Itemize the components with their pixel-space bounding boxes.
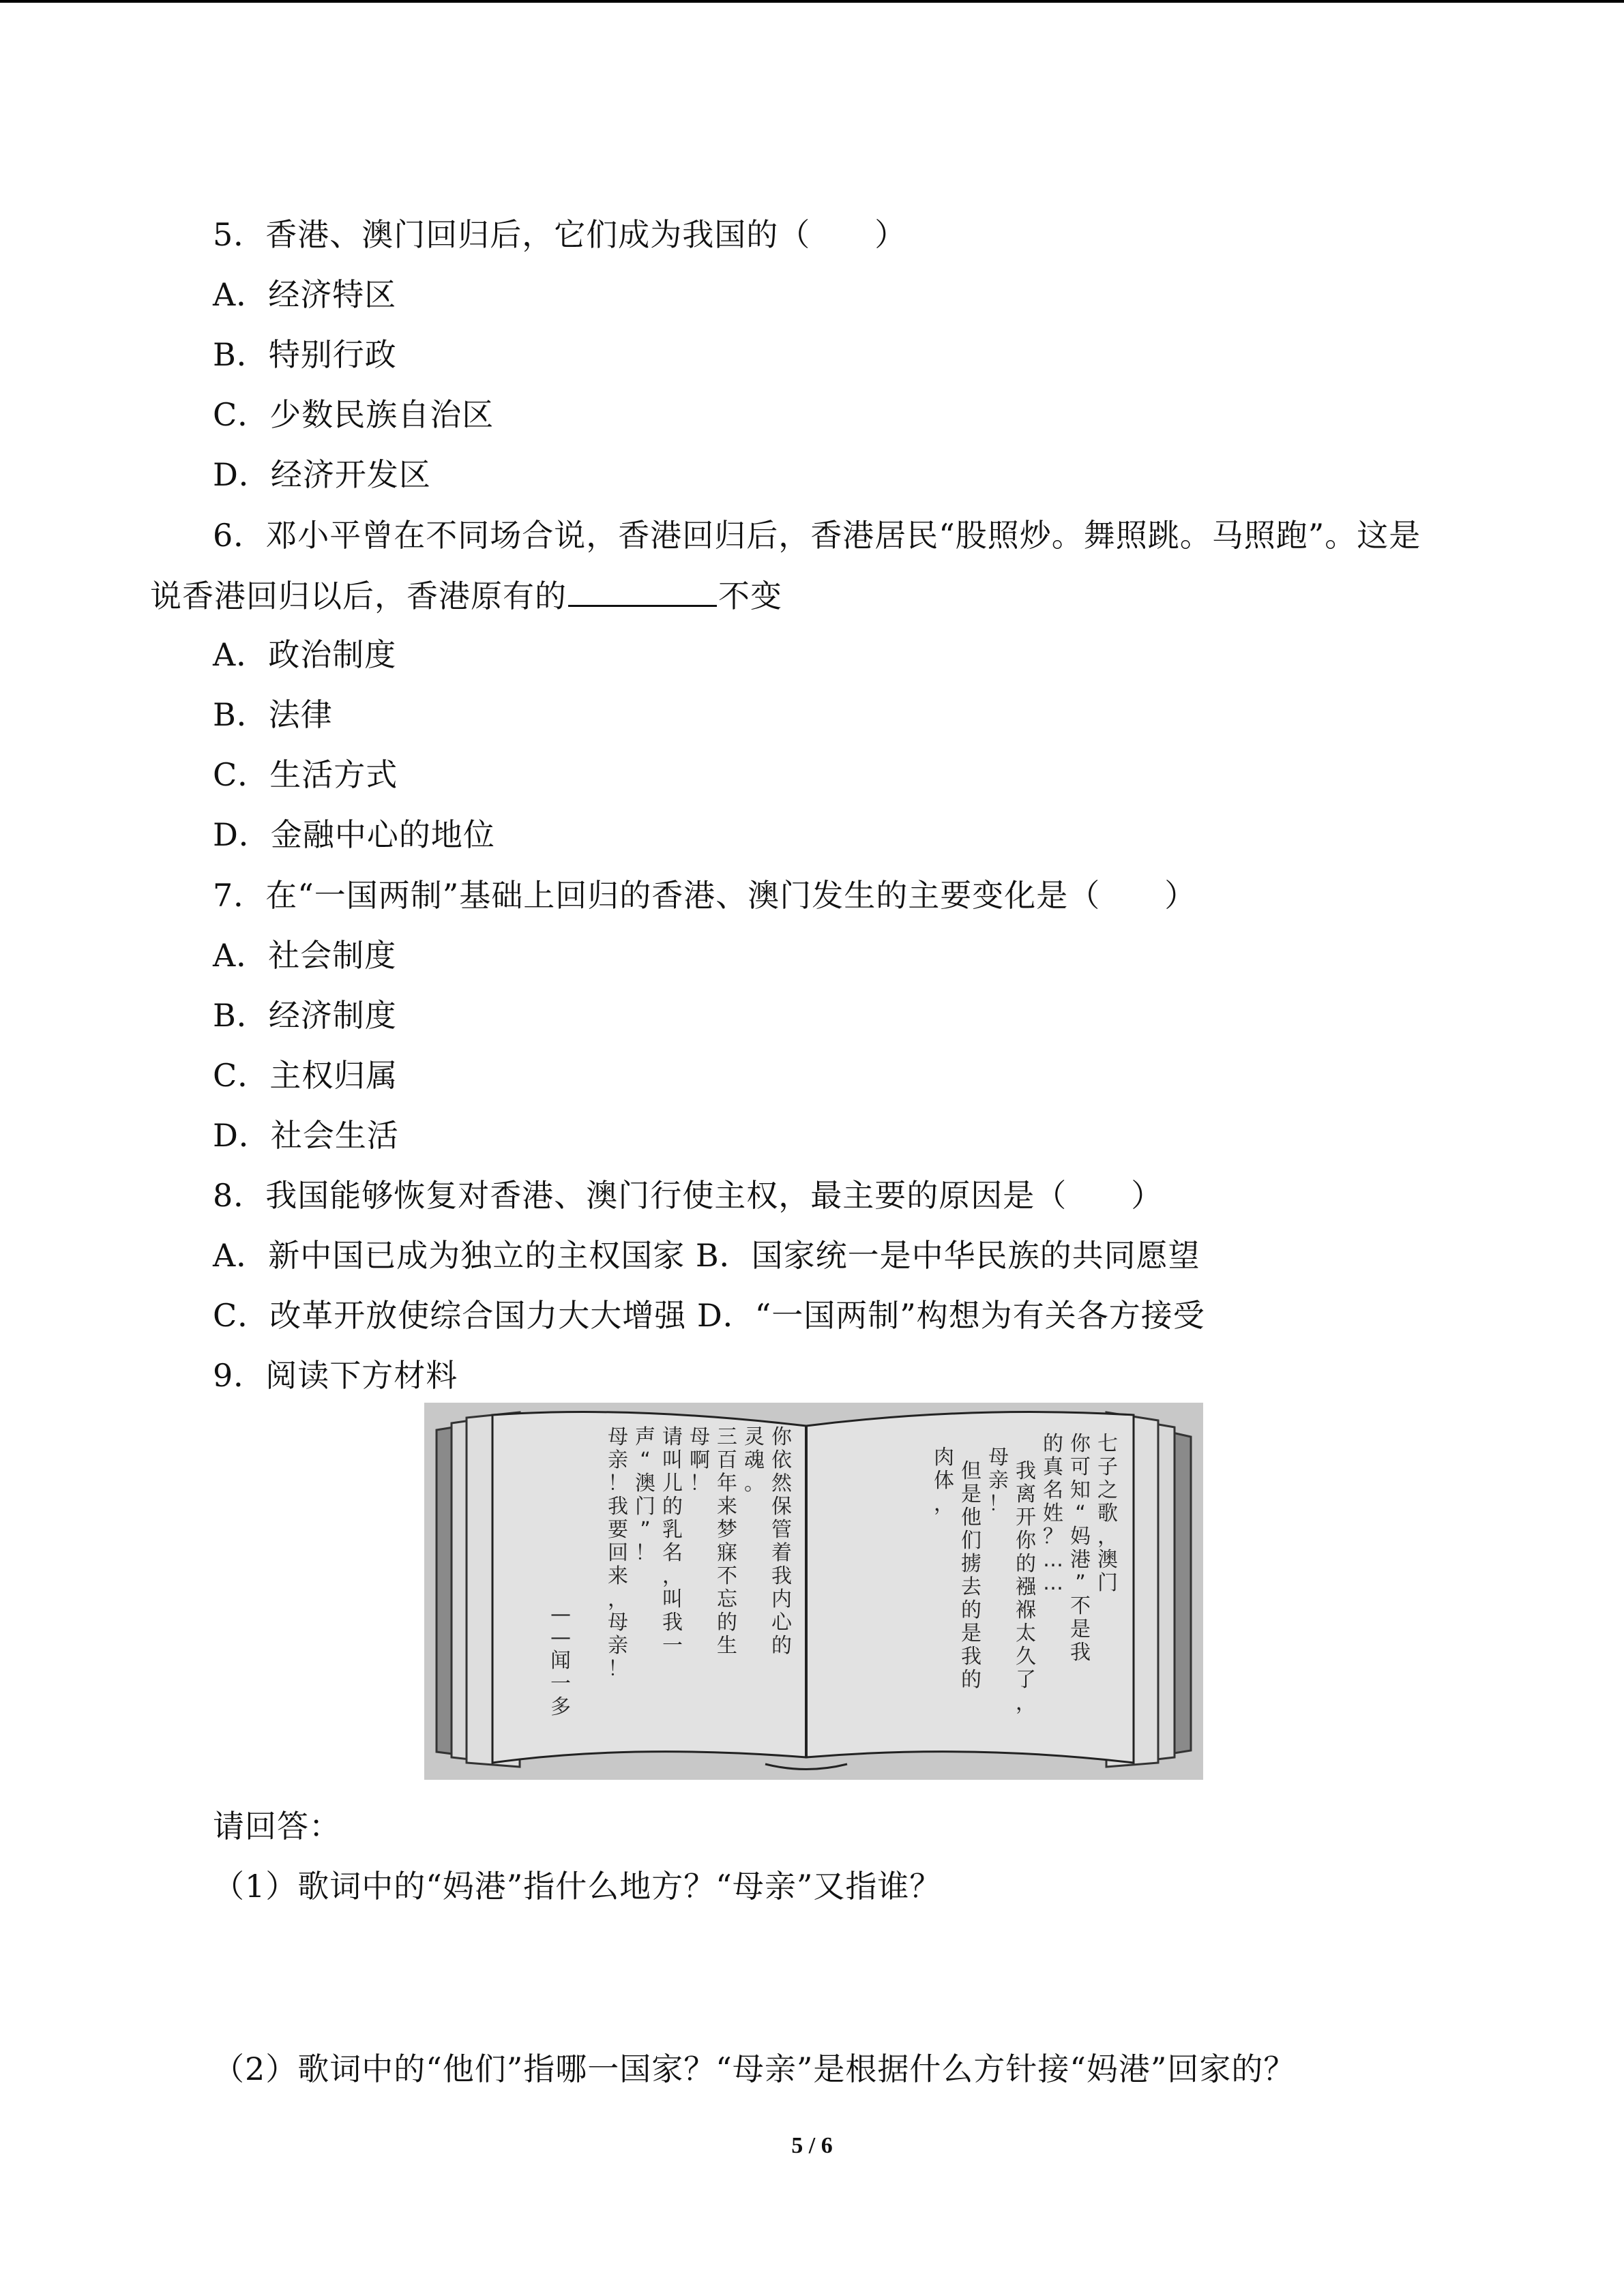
q7-option-d: D．社会生活 xyxy=(213,1117,399,1154)
q5-option-d: D．经济开发区 xyxy=(213,456,431,493)
q8-options-cd: C．改革开放使综合国力大大增强 D．“一国两制”构想为有关各方接受 xyxy=(213,1297,1205,1334)
q5-option-b: B．特别行政 xyxy=(213,336,397,373)
poem-column: 母啊！ xyxy=(690,1425,710,1495)
q9-sub-question-1: （1）歌词中的“妈港”指什么地方？“母亲”又指谁？ xyxy=(213,1868,942,1905)
q7-option-a: A．社会制度 xyxy=(213,937,397,974)
q6-stem-line2 xyxy=(150,575,782,616)
poem-column: 母亲！我要回来，母亲！ xyxy=(608,1425,628,1681)
poem-column: 三百年来梦寐不忘的生 xyxy=(717,1425,737,1658)
q5-option-a: A．经济特区 xyxy=(213,276,397,313)
poem-column: 但是他们掳去的是我的 xyxy=(961,1459,981,1692)
q9-stem: 9．阅读下方材料 xyxy=(213,1357,458,1394)
q5-option-c: C．少数民族自治区 xyxy=(213,396,494,433)
q7-option-c: C．主权归属 xyxy=(213,1057,398,1094)
q6-option-a: A．政治制度 xyxy=(213,636,397,673)
poem-column: 七子之歌，澳门 xyxy=(1097,1432,1118,1595)
q9-answer-prompt: 请回答： xyxy=(213,1808,341,1845)
poem-column: 灵魂。 xyxy=(744,1425,765,1495)
q6-option-b: B．法律 xyxy=(213,696,333,733)
poem-column: 肉体， xyxy=(934,1446,954,1516)
poem-column: 我离开你的襁褓太久了， xyxy=(1016,1459,1036,1715)
q6-option-d: D．金融中心的地位 xyxy=(213,816,495,853)
q9-sub-question-2: （2）歌词中的“他们”指哪一国家？“母亲”是根据什么方针接“妈港”回家的？ xyxy=(213,2051,1296,2087)
poem-column: 你依然保管着我内心的 xyxy=(771,1425,792,1658)
open-book-poem-image xyxy=(424,1403,1203,1780)
poem-column: 母亲！ xyxy=(988,1446,1009,1516)
q6-stem-line1: 6．邓小平曾在不同场合说，香港回归后，香港居民“股照炒。舞照跳。马照跑”。这是 xyxy=(213,517,1421,554)
q7-stem: 7．在“一国两制”基础上回归的香港、澳门发生的主要变化是（ ） xyxy=(213,877,1197,914)
poem-column: 声“澳门”！ xyxy=(635,1425,655,1565)
poem-column: 的真名姓？… … xyxy=(1043,1432,1063,1595)
q8-options-ab: A．新中国已成为独立的主权国家 B．国家统一是中华民族的共同愿望 xyxy=(213,1237,1200,1274)
q6-stem-after-blank: 不变 xyxy=(718,578,782,614)
q5-stem: 5．香港、澳门回归后，它们成为我国的（ ） xyxy=(213,216,907,253)
page-number: 5 / 6 xyxy=(791,2133,833,2158)
top-border xyxy=(0,0,1624,3)
poem-column: — —闻一多 xyxy=(550,1602,571,1719)
book-illustration xyxy=(424,1403,1203,1780)
q8-stem: 8．我国能够恢复对香港、澳门行使主权，最主要的原因是（ ） xyxy=(213,1177,1164,1214)
poem-column: 请叫儿的乳名，叫我一 xyxy=(662,1425,683,1658)
q6-answer-blank xyxy=(568,575,717,607)
q6-option-c: C．生活方式 xyxy=(213,756,398,793)
q7-option-b: B．经济制度 xyxy=(213,997,397,1034)
poem-column: 你可知“妈港”不是我 xyxy=(1070,1432,1091,1665)
q6-stem-before-blank: 说香港回归以后，香港原有的 xyxy=(150,578,567,614)
